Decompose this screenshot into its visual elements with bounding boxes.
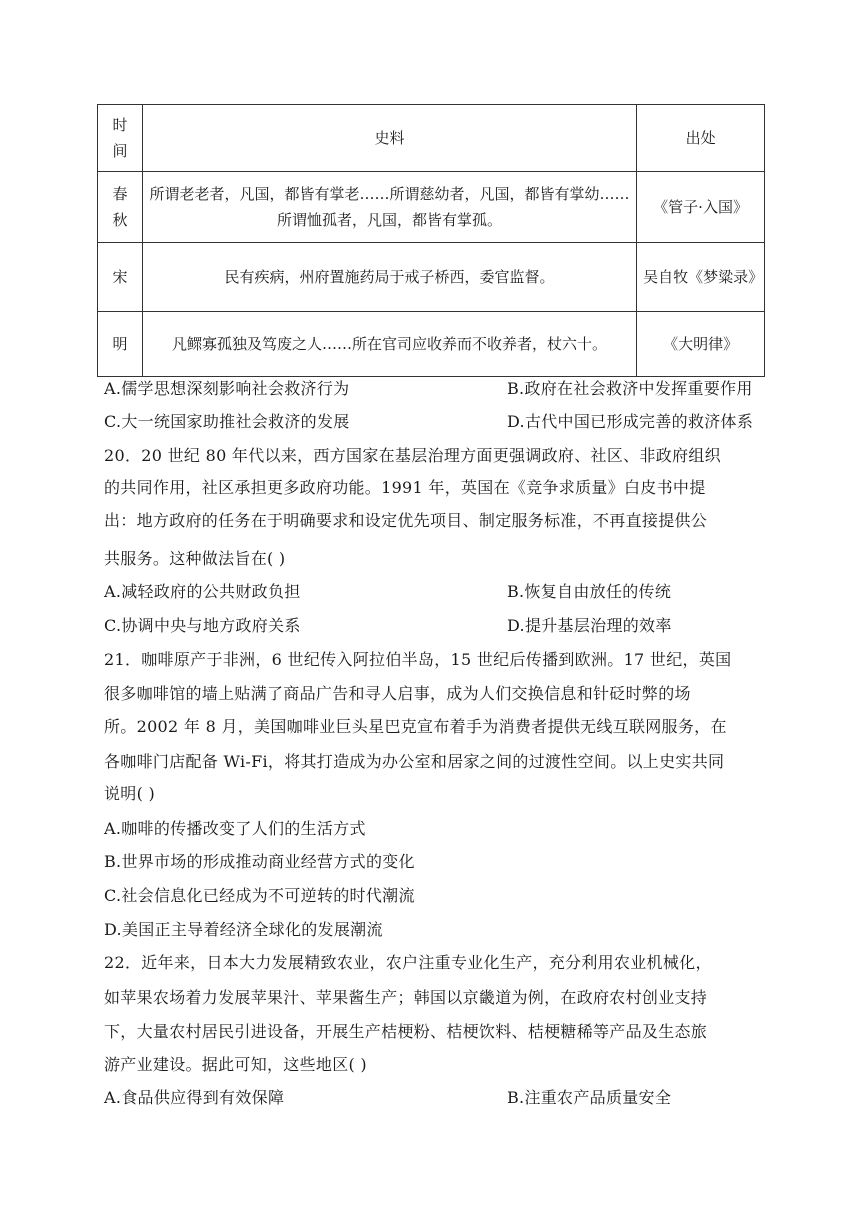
q21-option-d: D.美国正主导着经济全球化的发展潮流 <box>104 920 383 939</box>
q20-option-d: D.提升基层治理的效率 <box>507 616 672 635</box>
q22-stem-line: 下，大量农村居民引进设备，开展生产桔梗粉、桔梗饮料、桔梗糖稀等产品及生态旅 <box>104 1022 708 1041</box>
q21-stem-line: 21．咖啡原产于非洲，6 世纪传入阿拉伯半岛，15 世纪后传播到欧洲。17 世纪，英国 <box>104 650 732 669</box>
table-row <box>98 312 765 377</box>
row-time: 宋 <box>98 243 143 312</box>
q21-option-b: B.世界市场的形成推动商业经营方式的变化 <box>104 852 415 871</box>
q20-option-a: A.减轻政府的公共财政负担 <box>104 582 301 601</box>
q21-option-a: A.咖啡的传播改变了人们的生活方式 <box>104 819 366 838</box>
row-source: 《大明律》 <box>637 312 765 377</box>
q20-options-row-2 <box>104 616 764 636</box>
q22-option-b: B.注重农产品质量安全 <box>507 1088 672 1107</box>
q22-stem-line: 如苹果农场着力发展苹果汁、苹果酱生产；韩国以京畿道为例，在政府农村创业支持 <box>104 988 708 1007</box>
q22-stem-line: 22．近年来，日本大力发展精致农业，农户注重专业化生产，充分利用农业机械化， <box>104 953 712 972</box>
row-material: 民有疾病，州府置施药局于戒子桥西，委官监督。 <box>142 243 636 312</box>
row-time: 春秋 <box>98 172 143 243</box>
q20-stem-line: 共服务。这种做法旨在( ) <box>104 549 286 568</box>
q19-option-c: C.大一统国家助推社会救济的发展 <box>104 412 350 431</box>
q19-option-a: A.儒学思想深刻影响社会救济行为 <box>104 379 350 398</box>
q20-option-b: B.恢复自由放任的传统 <box>507 582 672 601</box>
q22-option-a: A.食品供应得到有效保障 <box>104 1088 285 1107</box>
table-row <box>98 172 765 243</box>
q19-option-d: D.古代中国已形成完善的救济体系 <box>507 412 754 431</box>
header-time: 时间 <box>98 105 143 172</box>
row-source: 吴自牧《梦粱录》 <box>637 243 765 312</box>
header-source: 出处 <box>637 105 765 172</box>
q22-options-row-1 <box>104 1088 764 1108</box>
row-material: 所谓老老者，凡国，都皆有掌老……所谓慈幼者，凡国，都皆有掌幼……所谓恤孤者，凡国，都皆有掌孤。 <box>142 172 636 243</box>
q20-option-c: C.协调中央与地方政府关系 <box>104 616 301 635</box>
q20-stem-line: 的共同作用，社区承担更多政府功能。1991 年，英国在《竞争求质量》白皮书中提 <box>104 478 706 497</box>
q21-option-c: C.社会信息化已经成为不可逆转的时代潮流 <box>104 886 415 905</box>
header-material: 史料 <box>142 105 636 172</box>
q21-stem-line: 说明( ) <box>104 784 156 803</box>
q20-stem-line: 20．20 世纪 80 年代以来，西方国家在基层治理方面更强调政府、社区、非政府组织 <box>104 446 721 465</box>
q21-stem-line: 各咖啡门店配备 Wi-Fi，将其打造成为办公室和居家之间的过渡性空间。以上史实共同 <box>104 752 725 771</box>
row-material: 凡鳏寡孤独及笃废之人……所在官司应收养而不收养者，杖六十。 <box>142 312 636 377</box>
q19-options-row-1 <box>104 379 764 399</box>
source-table <box>97 104 765 377</box>
q20-stem-line: 出：地方政府的任务在于明确要求和设定优先项目、制定服务标准，不再直接提供公 <box>104 511 708 530</box>
q19-option-b: B.政府在社会救济中发挥重要作用 <box>507 379 753 398</box>
table-header-row <box>98 105 765 172</box>
row-source: 《管子·入国》 <box>637 172 765 243</box>
table-row <box>98 243 765 312</box>
q21-stem-line: 所。2002 年 8 月，美国咖啡业巨头星巴克宣布着手为消费者提供无线互联网服务，在 <box>104 717 727 736</box>
row-time: 明 <box>98 312 143 377</box>
q20-options-row-1 <box>104 582 764 602</box>
q21-stem-line: 很多咖啡馆的墙上贴满了商品广告和寻人启事，成为人们交换信息和针砭时弊的场 <box>104 684 691 703</box>
q22-stem-line: 游产业建设。据此可知，这些地区( ) <box>104 1055 367 1074</box>
q19-options-row-2 <box>104 412 764 432</box>
